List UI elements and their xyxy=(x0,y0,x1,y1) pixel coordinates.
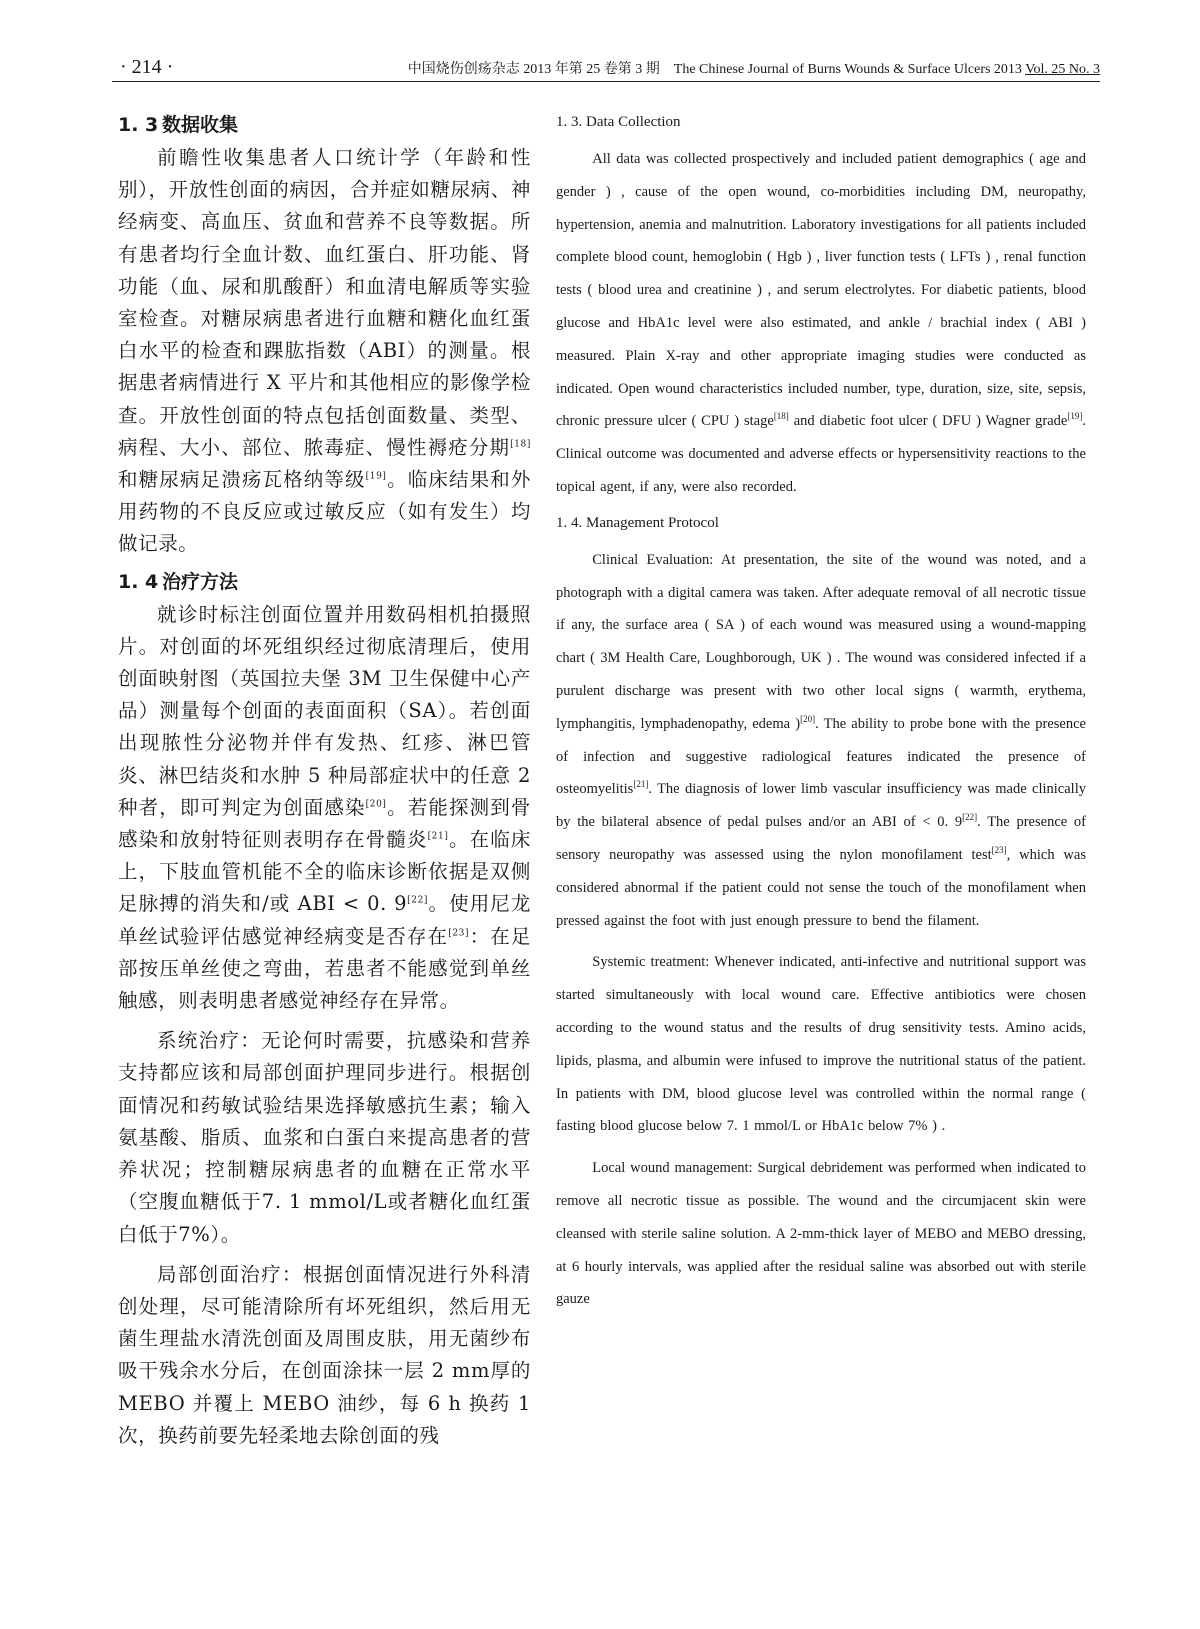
journal-citation xyxy=(408,58,1100,78)
text-run: All data was collected prospectively and included patient demographics ( age and gender ) , cause of the open wound, co-morbidities including DM, neuropathy, hypertension, anemia and malnutrition. Laboratory investigations for all patients included complete blood count, hemoglobin ( Hgb ) , liver function tests ( LFTs ) , renal function tests ( blood urea and creatinine ) , and serum electrolytes. For diabetic patients, blood glucose and HbA1c level were also estimated, and ankle / brachial index ( ABI ) measured. Plain X-ray and other appropriate imaging studies were conducted as indicated. Open wound characteristics included number, type, duration, size, site, sepsis, chronic pressure ulcer ( CPU ) stage xyxy=(556,151,1086,430)
text-run: 。在临床上，下肢血管机能不全的临床诊断依据是双侧足脉搏的消失和/或 ABI < 0. 9 xyxy=(118,828,531,916)
text-run: ：在足部按压单丝使之弯曲，若患者不能感觉到单丝触感，则表明患者感觉神经存在异常。 xyxy=(118,924,531,1013)
text-run: 。临床结果和外用药物的不良反应或过敏反应（如有发生）均做记录。 xyxy=(118,468,531,556)
text-run: 就诊时标注创面位置并用数码相机拍摄照片。对创面的坏死组织经过彻底清理后，使用创面映射图（英国拉夫堡 3M 卫生保健中心产品）测量每个创面的表面面积（SA）。若创面出现脓性分泌物并伴有发热、红疹、淋巴管炎、淋巴结炎和水肿 5 种局部症状中的任意 2 种者，即可判定为创面感染 xyxy=(118,602,531,819)
text-run: 前瞻性收集患者人口统计学（年龄和性别），开放性创面的病因，合并症如糖尿病、神经病变、高血压、贫血和营养不良等数据。所有患者均行全血计数、血红蛋白、肝功能、肾功能（血、尿和肌酸酐）和血清电解质等实验室检查。对糖尿病患者进行血糖和糖化血红蛋白水平的检查和踝肱指数（ABI）的测量。根据患者病情进行 X 平片和其他相应的影像学检查。开放性创面的特点包括创面数量、类型、病程、大小、部位、脓毒症、慢性褥疮分期 xyxy=(118,146,531,459)
citation-ref-21: [21] xyxy=(633,779,649,790)
english-column xyxy=(556,107,1086,1316)
text-run: 。若能探测到骨感染和放射特征则表明存在骨髓炎 xyxy=(118,795,531,852)
journal-name: 中国烧伤创疡杂志 2013 年第 25 卷第 3 期 The Chinese Journal of Burns Wounds & Surface Ulcers 2013 xyxy=(407,62,1026,77)
citation-ref-18: [18] xyxy=(510,439,531,450)
text-run: 。使用尼龙单丝试验评估感觉神经病变是否存在 xyxy=(118,892,531,948)
citation-ref-19: [19] xyxy=(365,471,387,482)
text-run: . The diagnosis of lower limb vascular insufficiency was made clinically by the bilateral absence of pedal pulses and/or an ABI of < 0. 9 xyxy=(556,781,1086,831)
paragraph-systemic-treatment-cn: 系统治疗：无论何时需要，抗感染和营养支持都应该和局部创面护理同步进行。根据创面情况和药敏试验结果选择敏感抗生素；输入氨基酸、脂质、血浆和白蛋白来提高患者的营养状况；控制糖尿病患者的血糖在正常水平（空腹血糖低于7. 1 mmol/L或者糖化血红蛋白低于7%）。 xyxy=(118,1029,531,1246)
citation-ref-23: [23] xyxy=(448,928,470,939)
text-run: 和糖尿病足溃疡瓦格纳等级 xyxy=(118,468,366,492)
text-run: and diabetic foot ulcer ( DFU ) Wagner grade xyxy=(788,413,1068,430)
text-run: . The presence of sensory neuropathy was assessed using the nylon monofilament test xyxy=(556,814,1086,863)
journal-volume: Vol. 25 No. 3 xyxy=(1025,62,1100,77)
section-heading-data-collection-cn xyxy=(118,108,531,142)
header-rule xyxy=(112,81,1100,82)
section-title: 治疗方法 xyxy=(162,570,239,593)
section-heading-management-en: 1. 4. Management Protocol xyxy=(556,514,719,531)
paragraph-systemic-treatment-en: Systemic treatment: Whenever indicated, anti-infective and nutritional support was started simultaneously with local wound care. Effective antibiotics were chosen according to the wound status and the results of drug sensitivity tests. Amino acids, lipids, plasma, and albumin were infused to improve the nutritional status of the patient. In patients with DM, blood glucose level was controlled within the normal range ( fasting blood glucose below 7. 1 mmol/L or HbA1c below 7% ) . xyxy=(556,954,1086,1135)
paragraph-local-wound-cn: 局部创面治疗：根据创面情况进行外科清创处理，尽可能清除所有坏死组织，然后用无菌生理盐水清洗创面及周围皮肤，用无菌纱布吸干残余水分后，在创面涂抹一层 2 mm厚的 MEBO 并覆上 MEBO 油纱，每 6 h 换药 1 次，换药前要先轻柔地去除创面的残 xyxy=(118,1262,531,1447)
paragraph-clinical-evaluation-en xyxy=(556,544,1086,938)
paragraph-data-collection-cn xyxy=(118,142,531,561)
text-run: Clinical Evaluation: At presentation, the site of the wound was noted, and a photograph with a digital camera was taken. After adequate removal of all necrotic tissue if any, the surface area ( SA ) of each wound was measured using a wound-mapping chart ( 3M Health Care, Loughborough, UK ) . The wound was considered infected if a purulent discharge was present with two other local signs ( warmth, erythema, lymphangitis, lymphadenopathy, edema ) xyxy=(556,551,1086,732)
citation-ref-20: [20] xyxy=(365,799,387,810)
section-number: 1. 3 xyxy=(118,114,159,136)
citation-ref-22: [22] xyxy=(962,812,978,823)
page-number: · 214 · xyxy=(120,56,174,78)
citation-ref-21: [21] xyxy=(427,831,449,842)
citation-ref-18: [18] xyxy=(773,411,789,422)
citation-ref-19: [19] xyxy=(1067,411,1083,422)
section-heading-data-collection-en: 1. 3. Data Collection xyxy=(556,114,681,130)
citation-ref-22: [22] xyxy=(407,895,429,906)
citation-ref-20: [20] xyxy=(800,713,816,724)
citation-ref-23: [23] xyxy=(991,845,1007,856)
text-run: . The ability to probe bone with the presence of infection and suggestive radiological features indicated the presence of osteomyelitis xyxy=(556,715,1086,798)
section-heading-management-cn xyxy=(118,565,531,599)
chinese-column xyxy=(118,108,531,1452)
text-run: . Clinical outcome was documented and adverse effects or hypersensitivity reactions to the topical agent, if any, were also recorded. xyxy=(556,413,1086,495)
running-header xyxy=(112,56,1100,84)
text-run: , which was considered abnormal if the patient could not sense the touch of the monofilament when pressed against the foot with just enough pressure to bend the filament. xyxy=(556,846,1086,929)
paragraph-data-collection-en xyxy=(556,143,1086,504)
section-number: 1. 4 xyxy=(118,570,159,593)
paragraph-clinical-evaluation-cn xyxy=(118,599,531,1018)
section-title: 数据收集 xyxy=(162,114,239,136)
paragraph-local-wound-en: Local wound management: Surgical debridement was performed when indicated to remove all necrotic tissue as possible. The wound and the circumjacent skin were cleansed with sterile saline solution. A 2-mm-thick layer of MEBO and MEBO dressing, at 6 hourly intervals, was applied after the residual saline was absorbed out with sterile gauze xyxy=(556,1160,1086,1308)
